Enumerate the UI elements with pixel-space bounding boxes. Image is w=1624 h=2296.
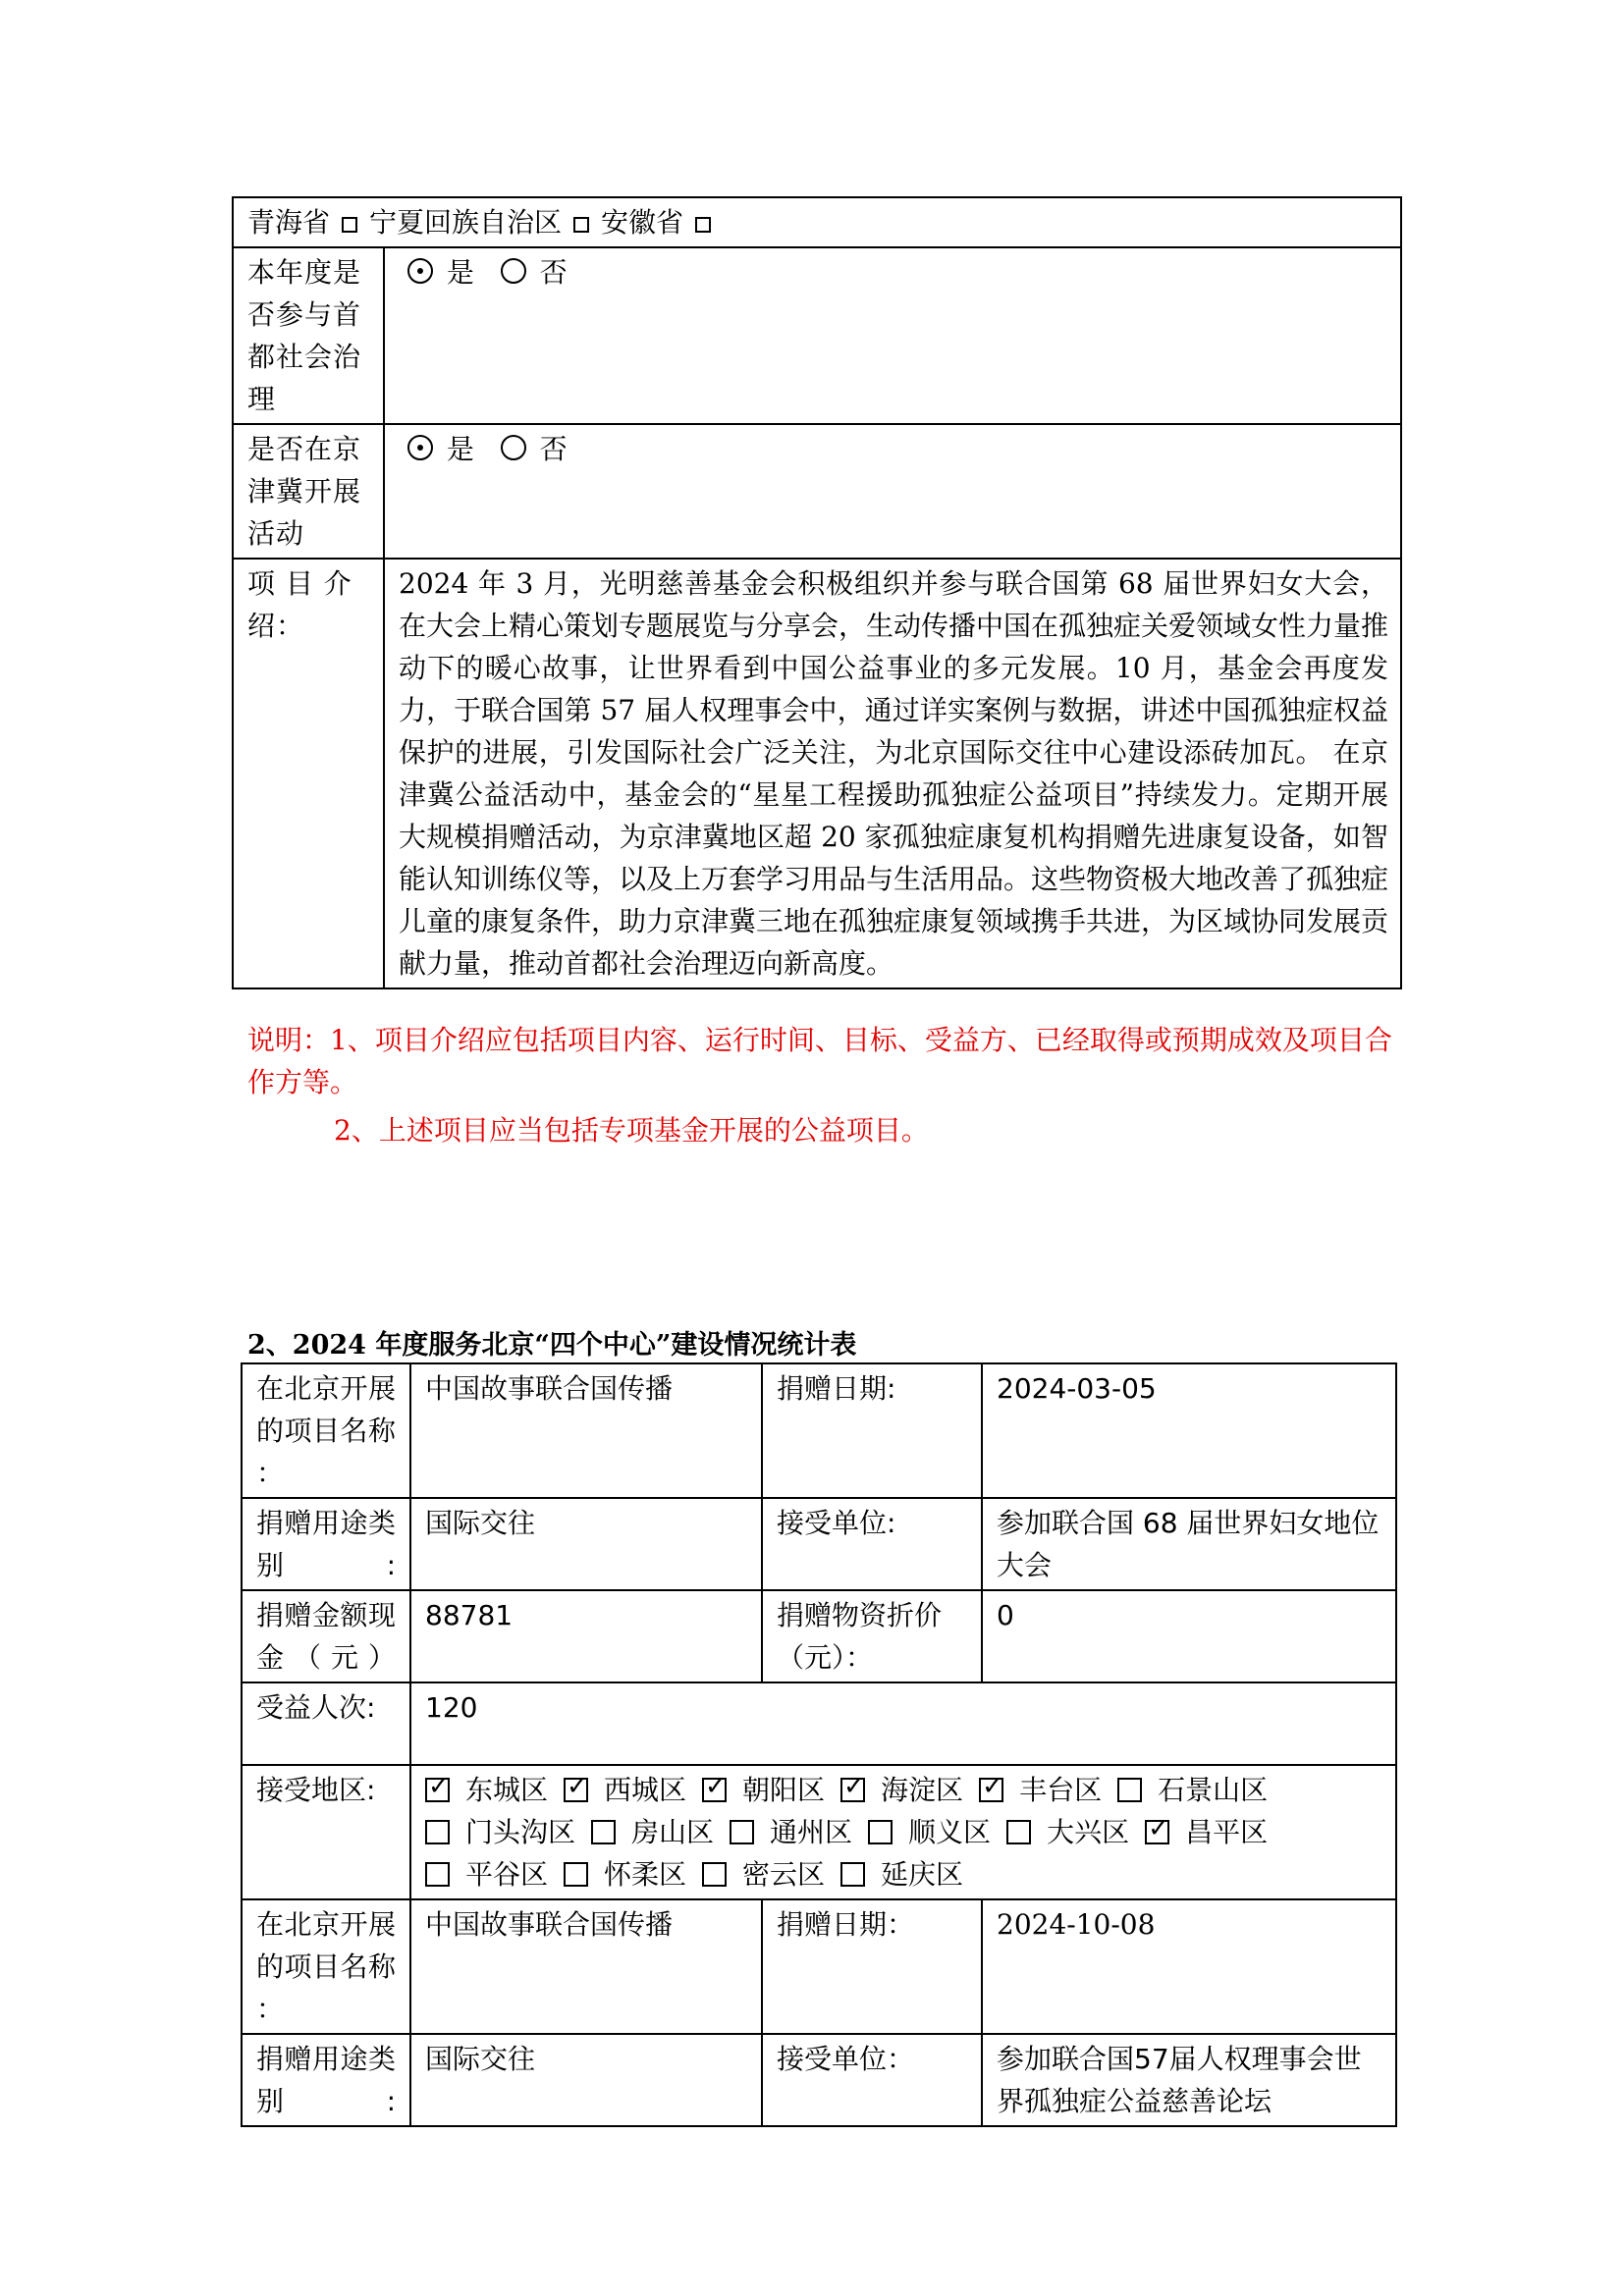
record2-recipient-label: 接受单位： (762, 2034, 982, 2126)
area-label: 大兴区 (1047, 1816, 1130, 1848)
area-option (425, 1811, 575, 1853)
area-option (425, 1769, 548, 1811)
record2-category-label-text: 捐赠用途类别: (256, 2043, 396, 2117)
record1-areas-row (242, 1765, 1396, 1899)
note-1: 说明：1、项目介绍应包括项目内容、运行时间、目标、受益方、已经取得或预期成效及项目合作方等。 (247, 1024, 1392, 1098)
area-option (1117, 1769, 1268, 1811)
record2-category-label (242, 2034, 410, 2126)
section-title: 2、2024 年度服务北京“四个中心”建设情况统计表 (247, 1330, 857, 1361)
area-option (591, 1811, 714, 1853)
jjj-activity-label: 是否在京津冀开展活动 (233, 424, 384, 559)
intro-label: 项 目 介 绍： (233, 559, 384, 988)
area-checkbox[interactable] (702, 1778, 727, 1802)
province-row (233, 197, 1401, 247)
province-ningxia: 宁夏回族自治区 (369, 206, 563, 239)
record1-goods-label: 捐赠物资折价（元）： (762, 1590, 982, 1682)
area-label: 昌平区 (1185, 1816, 1269, 1848)
area-label: 顺义区 (908, 1816, 992, 1848)
record1-cash: 88781 (410, 1590, 762, 1682)
four-centers-table (241, 1362, 1397, 2127)
jjj-activity-row (233, 424, 1401, 559)
area-label: 海淀区 (881, 1774, 964, 1806)
record1-category-label-text: 捐赠用途类别: (256, 1507, 396, 1581)
province-anhui: 安徽省 (601, 206, 684, 239)
record2-category-row (242, 2034, 1396, 2126)
record1-beneficiaries-row (242, 1682, 1396, 1765)
record1-recipient: 参加联合国 68 届世界妇女地位大会 (982, 1498, 1396, 1590)
area-checkbox[interactable] (730, 1820, 754, 1844)
area-label: 怀柔区 (604, 1858, 687, 1891)
capital-governance-options (384, 247, 1401, 424)
area-option (564, 1853, 686, 1896)
area-option (1145, 1811, 1268, 1853)
area-option (425, 1853, 548, 1896)
intro-row (233, 559, 1401, 988)
province-anhui-checkbox[interactable] (695, 217, 711, 233)
area-checkbox[interactable] (868, 1820, 893, 1844)
record1-category-label (242, 1498, 410, 1590)
area-checkbox[interactable] (425, 1862, 450, 1887)
area-option (1006, 1811, 1129, 1853)
record1-recipient-label: 接受单位: (762, 1498, 982, 1590)
area-checkbox[interactable] (840, 1778, 865, 1802)
province-qinghai-checkbox[interactable] (342, 217, 357, 233)
record1-category-row (242, 1498, 1396, 1590)
jjj-activity-yes-radio[interactable] (407, 435, 433, 460)
area-label: 延庆区 (881, 1858, 964, 1891)
area-label: 门头沟区 (465, 1816, 576, 1848)
capital-governance-yes-label: 是 (446, 256, 474, 289)
area-label: 石景山区 (1158, 1774, 1269, 1806)
area-label: 平谷区 (465, 1858, 549, 1891)
jjj-activity-yes-label: 是 (446, 433, 474, 465)
capital-governance-row (233, 247, 1401, 424)
area-checkbox[interactable] (840, 1862, 865, 1887)
area-label: 朝阳区 (742, 1774, 826, 1806)
record2-category: 国际交往 (410, 2034, 762, 2126)
record1-category: 国际交往 (410, 1498, 762, 1590)
area-option (840, 1853, 963, 1896)
area-option (979, 1769, 1102, 1811)
record1-project-row (242, 1363, 1396, 1498)
area-option (564, 1769, 686, 1811)
area-option (702, 1853, 825, 1896)
record2-date: 2024-10-08 (982, 1899, 1396, 2034)
area-label: 通州区 (770, 1816, 853, 1848)
intro-text: 2024 年 3 月，光明慈善基金会积极组织并参与联合国第 68 届世界妇女大会，在大会上精心策划专题展览与分享会，生动传播中国在孤独症关爱领域女性力量推动下的暖心故事，让世界看到中国公益事业的多元发展。10 月，基金会再度发力，于联合国第 57 届人权理事会中，通过详实案例与数据，讲述中国孤独症权益保护的进展，引发国际社会广泛关注，为北京国际交往中心建设添砖加瓦。 在京津冀公益活动中，基金会的“星星工程援助孤独症公益项目”持续发力。定期开展大规模捐赠活动，为京津冀地区超 20 家孤独症康复机构捐赠先进康复设备，如智能认知训练仪等，以及上万套学习用品与生活用品。这些物资极大地改善了孤独症儿童的康复条件，助力京津冀三地在孤独症康复领域携手共进，为区域协同发展贡献力量，推动首都社会治理迈向新高度。 (384, 559, 1401, 988)
record1-project-label-text: 在北京开展的项目名称 ： (256, 1372, 396, 1489)
record1-cash-label (242, 1590, 410, 1682)
record1-areas (410, 1765, 1396, 1899)
record1-date-label: 捐赠日期: (762, 1363, 982, 1498)
area-label: 丰台区 (1019, 1774, 1103, 1806)
capital-governance-no-radio[interactable] (501, 258, 526, 284)
record1-cash-label-text: 捐赠金额现金（元） (256, 1599, 396, 1674)
capital-governance-label: 本年度是否参与首都社会治理 (233, 247, 384, 424)
area-checkbox[interactable] (1006, 1820, 1031, 1844)
area-checkbox[interactable] (425, 1820, 450, 1844)
note-2: 2、上述项目应当包括专项基金开展的公益项目。 (334, 1114, 929, 1147)
area-label: 东城区 (465, 1774, 549, 1806)
area-option (840, 1769, 963, 1811)
record1-project-label (242, 1363, 410, 1498)
record1-beneficiaries-label: 受益人次: (242, 1682, 410, 1765)
record2-project-label-text: 在北京开展的项目名称 ： (256, 1908, 396, 2025)
area-option (730, 1811, 852, 1853)
area-checkbox[interactable] (979, 1778, 1003, 1802)
province-qinghai: 青海省 (247, 206, 331, 239)
jjj-activity-no-label: 否 (539, 433, 568, 465)
area-checkbox[interactable] (1117, 1778, 1142, 1802)
record2-project-label (242, 1899, 410, 2034)
area-checkbox[interactable] (564, 1778, 588, 1802)
record1-areas-label: 接受地区: (242, 1765, 410, 1899)
area-label: 房山区 (631, 1816, 715, 1848)
record1-cash-row (242, 1590, 1396, 1682)
area-checkbox[interactable] (591, 1820, 616, 1844)
organization-info-table (232, 196, 1402, 989)
record1-date: 2024-03-05 (982, 1363, 1396, 1498)
area-checkbox[interactable] (702, 1862, 727, 1887)
jjj-activity-options (384, 424, 1401, 559)
record2-project-row (242, 1899, 1396, 2034)
area-checkbox[interactable] (564, 1862, 588, 1887)
area-option (868, 1811, 991, 1853)
area-checkbox[interactable] (1145, 1820, 1169, 1844)
record1-project-name: 中国故事联合国传播 (410, 1363, 762, 1498)
area-label: 密云区 (742, 1858, 826, 1891)
record2-recipient: 参加联合国57届人权理事会世界孤独症公益慈善论坛 (982, 2034, 1396, 2126)
capital-governance-yes-radio[interactable] (407, 258, 433, 284)
area-label: 西城区 (604, 1774, 687, 1806)
jjj-activity-no-radio[interactable] (501, 435, 526, 460)
area-checkbox[interactable] (425, 1778, 450, 1802)
record1-goods: 0 (982, 1590, 1396, 1682)
capital-governance-no-label: 否 (539, 256, 568, 289)
record2-project-name: 中国故事联合国传播 (410, 1899, 762, 2034)
record1-beneficiaries: 120 (410, 1682, 1396, 1765)
record2-date-label: 捐赠日期： (762, 1899, 982, 2034)
province-cell (233, 197, 1401, 247)
area-option (702, 1769, 825, 1811)
province-ningxia-checkbox[interactable] (573, 217, 589, 233)
